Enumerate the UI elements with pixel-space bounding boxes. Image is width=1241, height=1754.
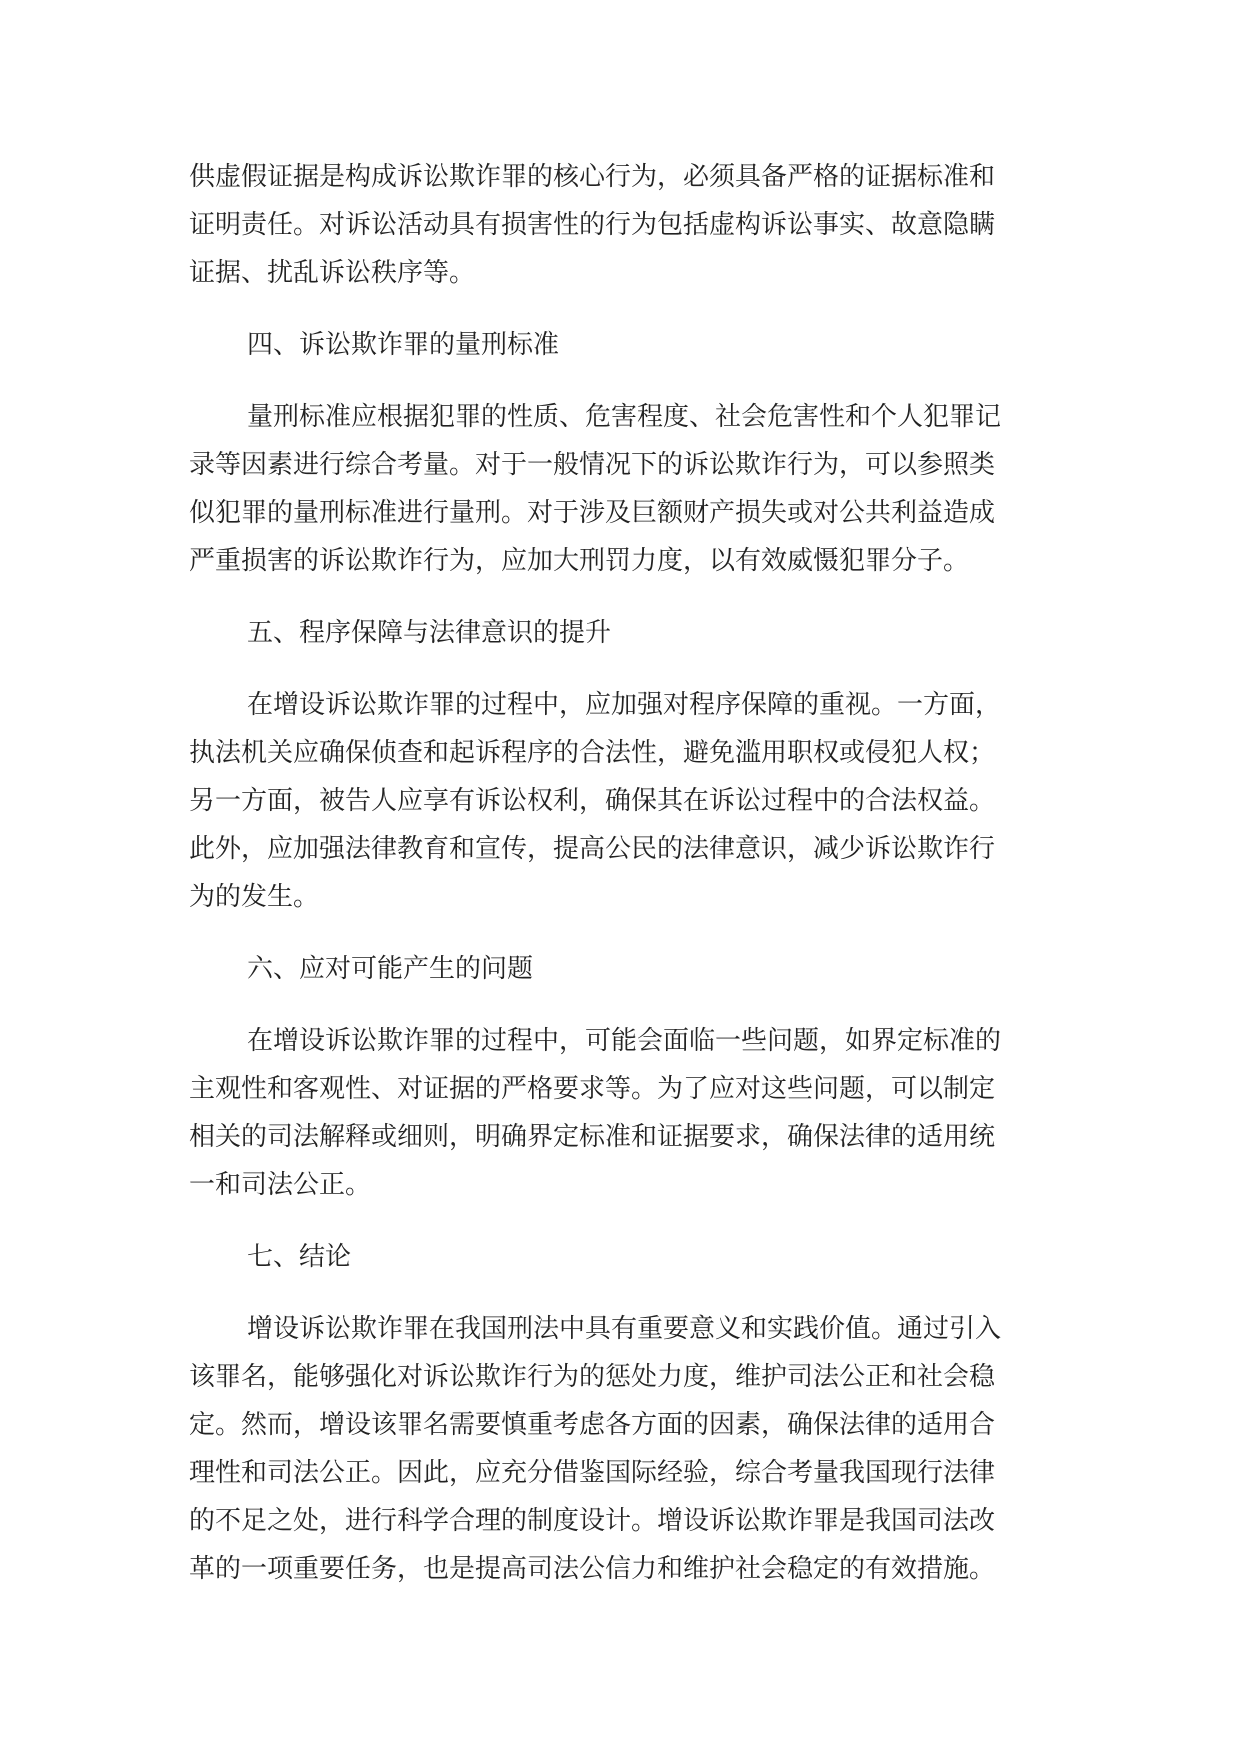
body-paragraph — [189, 393, 1055, 585]
paragraph-line: 在增设诉讼欺诈罪的过程中，应加强对程序保障的重视。一方面， — [247, 690, 1002, 720]
paragraph-line: 的不足之处，进行科学合理的制度设计。增设诉讼欺诈罪是我国司法改 — [189, 1506, 996, 1536]
paragraph-line: 似犯罪的量刑标准进行量刑。对于涉及巨额财产损失或对公共利益造成 — [189, 498, 996, 528]
paragraph-line: 量刑标准应根据犯罪的性质、危害程度、社会危害性和个人犯罪记 — [247, 402, 1002, 432]
body-paragraph — [189, 1305, 1055, 1593]
paragraph-line: 执法机关应确保侦查和起诉程序的合法性，避免滥用职权或侵犯人权； — [189, 738, 996, 768]
section-heading — [189, 1233, 1055, 1281]
paragraph-gap — [189, 921, 1055, 945]
paragraph-gap — [189, 1281, 1055, 1305]
paragraph-line: 证据、扰乱诉讼秩序等。 — [189, 258, 476, 288]
paragraph-line: 理性和司法公正。因此，应充分借鉴国际经验，综合考量我国现行法律 — [189, 1458, 996, 1488]
paragraph-line: 供虚假证据是构成诉讼欺诈罪的核心行为，必须具备严格的证据标准和 — [189, 162, 996, 192]
paragraph-line: 革的一项重要任务，也是提高司法公信力和维护社会稳定的有效措施。 — [189, 1554, 996, 1584]
section-heading — [189, 321, 1055, 369]
heading-text: 六、应对可能产生的问题 — [247, 954, 534, 984]
paragraph-line: 该罪名，能够强化对诉讼欺诈行为的惩处力度，维护司法公正和社会稳 — [189, 1362, 996, 1392]
paragraph-line: 另一方面，被告人应享有诉讼权利，确保其在诉讼过程中的合法权益。 — [189, 786, 996, 816]
heading-text: 四、诉讼欺诈罪的量刑标准 — [247, 330, 560, 360]
paragraph-gap — [189, 1209, 1055, 1233]
paragraph-line: 录等因素进行综合考量。对于一般情况下的诉讼欺诈行为，可以参照类 — [189, 450, 996, 480]
heading-text: 七、结论 — [247, 1242, 352, 1272]
paragraph-line: 增设诉讼欺诈罪在我国刑法中具有重要意义和实践价值。通过引入 — [247, 1314, 1002, 1344]
paragraph-line: 主观性和客观性、对证据的严格要求等。为了应对这些问题，可以制定 — [189, 1074, 996, 1104]
body-paragraph — [189, 153, 1055, 297]
paragraph-gap — [189, 369, 1055, 393]
body-paragraph — [189, 681, 1055, 921]
document-body — [189, 153, 1055, 1593]
paragraph-line: 相关的司法解释或细则，明确界定标准和证据要求，确保法律的适用统 — [189, 1122, 996, 1152]
section-heading — [189, 609, 1055, 657]
paragraph-gap — [189, 585, 1055, 609]
body-paragraph — [189, 1017, 1055, 1209]
section-heading — [189, 945, 1055, 993]
paragraph-gap — [189, 297, 1055, 321]
paragraph-line: 定。然而，增设该罪名需要慎重考虑各方面的因素，确保法律的适用合 — [189, 1410, 996, 1440]
paragraph-line: 在增设诉讼欺诈罪的过程中，可能会面临一些问题，如界定标准的 — [247, 1026, 1002, 1056]
paragraph-line: 证明责任。对诉讼活动具有损害性的行为包括虚构诉讼事实、故意隐瞒 — [189, 210, 996, 240]
paragraph-gap — [189, 993, 1055, 1017]
heading-text: 五、程序保障与法律意识的提升 — [247, 618, 612, 648]
paragraph-line: 严重损害的诉讼欺诈行为，应加大刑罚力度，以有效威慑犯罪分子。 — [189, 546, 970, 576]
paragraph-line: 一和司法公正。 — [189, 1170, 372, 1200]
paragraph-gap — [189, 657, 1055, 681]
paragraph-line: 为的发生。 — [189, 882, 320, 912]
paragraph-line: 此外，应加强法律教育和宣传，提高公民的法律意识，减少诉讼欺诈行 — [189, 834, 996, 864]
